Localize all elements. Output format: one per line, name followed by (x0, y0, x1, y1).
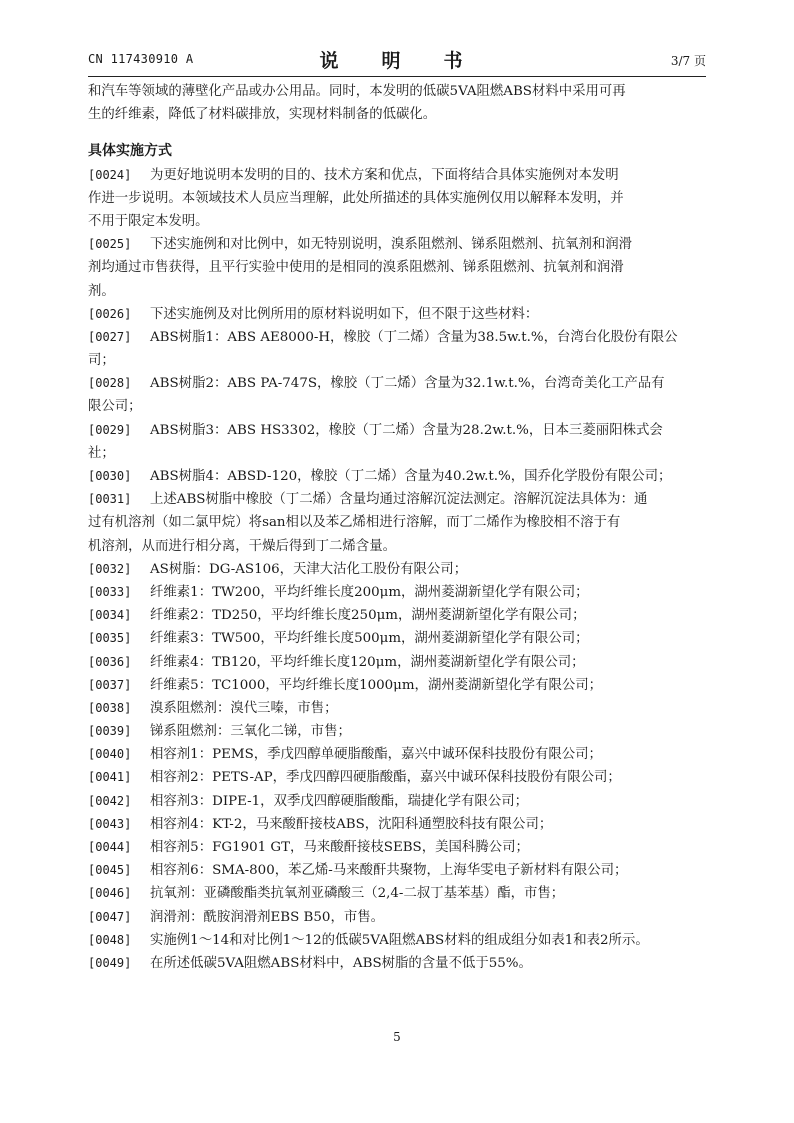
paragraph-line: 机溶剂，从而进行相分离，干燥后得到丁二烯含量。 (88, 538, 396, 554)
paragraph (88, 604, 708, 627)
page-header (88, 46, 706, 74)
intro-line: 生的纤维素，降低了材料碳排放，实现材料制备的低碳化。 (88, 107, 437, 123)
paragraph-line: 下述实施例和对比例中，如无特别说明，溴系阻燃剂、锑系阻燃剂、抗氧剂和润滑 (150, 237, 633, 253)
paragraph-number: [0030] (88, 469, 132, 483)
paragraph-line: ABS树脂1：ABS AE8000-H，橡胶（丁二烯）含量为38.5w.t.%，台湾台化股份有限公 (150, 329, 678, 345)
paragraph-line: AS树脂：DG-AS106，天津大沽化工股份有限公司； (150, 561, 468, 577)
page-indicator: 3/7 页 (670, 54, 706, 68)
paragraph-number: [0035] (88, 631, 132, 646)
paragraph-line: 相容剂1：PEMS，季戊四醇单硬脂酸酯，嘉兴中诚环保科技股份有限公司； (150, 747, 602, 763)
paragraph (88, 488, 708, 558)
paragraph (88, 766, 708, 789)
paragraph-line: 下述实施例及对比例所用的原材料说明如下，但不限于这些材料： (150, 306, 539, 322)
paragraph-number: [0047] (88, 909, 132, 924)
intro-line: 和汽车等领域的薄壁化产品或办公用品。同时，本发明的低碳5VA阻燃ABS材料中采用可再 (88, 84, 626, 99)
paragraph (88, 233, 708, 303)
paragraph (88, 419, 708, 465)
paragraph (88, 164, 708, 234)
paragraph-line: 司； (88, 353, 115, 369)
paragraph (88, 674, 708, 697)
paragraph-number: [0040] (88, 747, 132, 762)
paragraph-number: [0046] (88, 886, 132, 901)
paragraph (88, 697, 708, 720)
paragraph-line: 润滑剂：酰胺润滑剂EBS B50，市售。 (150, 909, 385, 925)
paragraph (88, 836, 708, 859)
section-heading: 具体实施方式 (88, 143, 172, 160)
paragraph-line: 溴系阻燃剂：溴代三嗪，市售； (150, 700, 338, 716)
paragraph-line: 相容剂6：SMA-800，苯乙烯-马来酸酐共聚物，上海华雯电子新材料有限公司； (150, 863, 628, 879)
paragraph-number: [0043] (88, 816, 132, 831)
paragraph-number: [0033] (88, 584, 132, 599)
paragraph (88, 929, 708, 952)
paragraph-line: 过有机溶剂（如二氯甲烷）将san相以及苯乙烯相进行溶解，而丁二烯作为橡胶相不溶于有 (88, 515, 621, 531)
paragraph (88, 303, 708, 326)
paragraph-number: [0036] (88, 654, 132, 669)
paragraph-line: 剂。 (88, 283, 115, 299)
paragraph-line: 相容剂4：KT-2，马来酸酐接枝ABS，沈阳科通塑胶科技有限公司； (150, 816, 553, 832)
paragraph-number: [0024] (88, 167, 132, 182)
paragraph (88, 882, 708, 905)
paragraph-line: 在所述低碳5VA阻燃ABS材料中，ABS树脂的含量不低于55%。 (150, 955, 532, 971)
paragraph-line: 上述ABS树脂中橡胶（丁二烯）含量均通过溶解沉淀法测定。溶解沉淀法具体为：通 (150, 492, 648, 508)
paragraph (88, 906, 708, 929)
paragraph (88, 859, 708, 882)
paragraph (88, 372, 708, 418)
paragraph-number: [0034] (88, 608, 132, 623)
paragraph-number: [0026] (88, 306, 132, 321)
paragraph-number: [0031] (88, 492, 132, 507)
paragraph-line: 纤维素1：TW200，平均纤维长度200μm，湖州菱湖新望化学有限公司； (150, 584, 589, 600)
paragraph (88, 465, 708, 488)
paragraph-list (88, 164, 708, 976)
paragraph-number: [0028] (88, 376, 132, 391)
paragraph-line: 社； (88, 445, 115, 461)
paragraph (88, 326, 708, 372)
page-number: 5 (393, 1030, 401, 1044)
paragraph-line: 不用于限定本发明。 (88, 213, 209, 229)
section-title: 说 明 书 (319, 50, 475, 72)
paragraph (88, 743, 708, 766)
paragraph (88, 581, 708, 604)
paragraph-line: 纤维素3：TW500，平均纤维长度500μm，湖州菱湖新望化学有限公司； (150, 631, 589, 647)
paragraph-line: 为更好地说明本发明的目的、技术方案和优点，下面将结合具体实施例对本发明 (150, 167, 619, 183)
paragraph-line: 纤维素2：TD250，平均纤维长度250μm，湖州菱湖新望化学有限公司； (150, 608, 586, 624)
paragraph-number: [0045] (88, 863, 132, 878)
paragraph-number: [0044] (88, 840, 132, 854)
paragraph-number: [0041] (88, 770, 132, 785)
paragraph-line: 纤维素5：TC1000，平均纤维长度1000μm，湖州菱湖新望化学有限公司； (150, 677, 603, 693)
paragraph-number: [0038] (88, 700, 132, 715)
paragraph-line: 相容剂5：FG1901 GT，马来酸酐接枝SEBS，美国科腾公司； (150, 840, 529, 855)
paragraph-line: ABS树脂2：ABS PA-747S，橡胶（丁二烯）含量为32.1w.t.%，台湾奇美化工产品有 (150, 376, 665, 392)
paragraph-line: 相容剂2：PETS-AP，季戊四醇四硬脂酸酯，嘉兴中诚环保科技股份有限公司； (150, 770, 621, 786)
paragraph-line: 作进一步说明。本领域技术人员应当理解，此处所描述的具体实施例仅用以解释本发明，并 (88, 190, 624, 206)
paragraph-line: ABS树脂3：ABS HS3302，橡胶（丁二烯）含量为28.2w.t.%，日本三菱丽阳株式会 (150, 422, 663, 438)
paragraph (88, 651, 708, 674)
paragraph-number: [0027] (88, 329, 132, 344)
paragraph (88, 558, 708, 581)
paragraph-number: [0037] (88, 677, 132, 692)
paragraph-line: 纤维素4：TB120，平均纤维长度120μm，湖州菱湖新望化学有限公司； (150, 654, 585, 670)
paragraph-line: ABS树脂4：ABSD-120，橡胶（丁二烯）含量为40.2w.t.%，国乔化学股份有限公司； (150, 469, 672, 484)
paragraph-number: [0049] (88, 955, 132, 970)
paragraph-number: [0042] (88, 793, 132, 808)
paragraph-number: [0048] (88, 932, 132, 947)
paragraph-line: 相容剂3：DIPE-1，双季戊四醇硬脂酸酯，瑞捷化学有限公司； (150, 793, 528, 809)
paragraph-number: [0025] (88, 237, 132, 252)
paragraph-number: [0029] (88, 422, 132, 437)
paragraph (88, 790, 708, 813)
paragraph-line: 锑系阻燃剂：三氧化二锑，市售； (150, 724, 351, 740)
document-body (88, 80, 708, 975)
paragraph-line: 抗氧剂：亚磷酸酯类抗氧剂亚磷酸三（2,4-二叔丁基苯基）酯，市售； (150, 886, 565, 902)
header-divider (88, 76, 706, 77)
paragraph (88, 952, 708, 975)
document-number: CN 117430910 A (88, 52, 194, 66)
paragraph-number: [0039] (88, 724, 132, 739)
paragraph-line: 限公司； (88, 399, 142, 415)
paragraph-line: 剂均通过市售获得，且平行实验中使用的是相同的溴系阻燃剂、锑系阻燃剂、抗氧剂和润滑 (88, 260, 624, 276)
paragraph (88, 813, 708, 836)
paragraph (88, 627, 708, 650)
paragraph-number: [0032] (88, 561, 132, 576)
paragraph (88, 720, 708, 743)
paragraph-line: 实施例1～14和对比例1～12的低碳5VA阻燃ABS材料的组成组分如表1和表2所示。 (150, 932, 649, 948)
